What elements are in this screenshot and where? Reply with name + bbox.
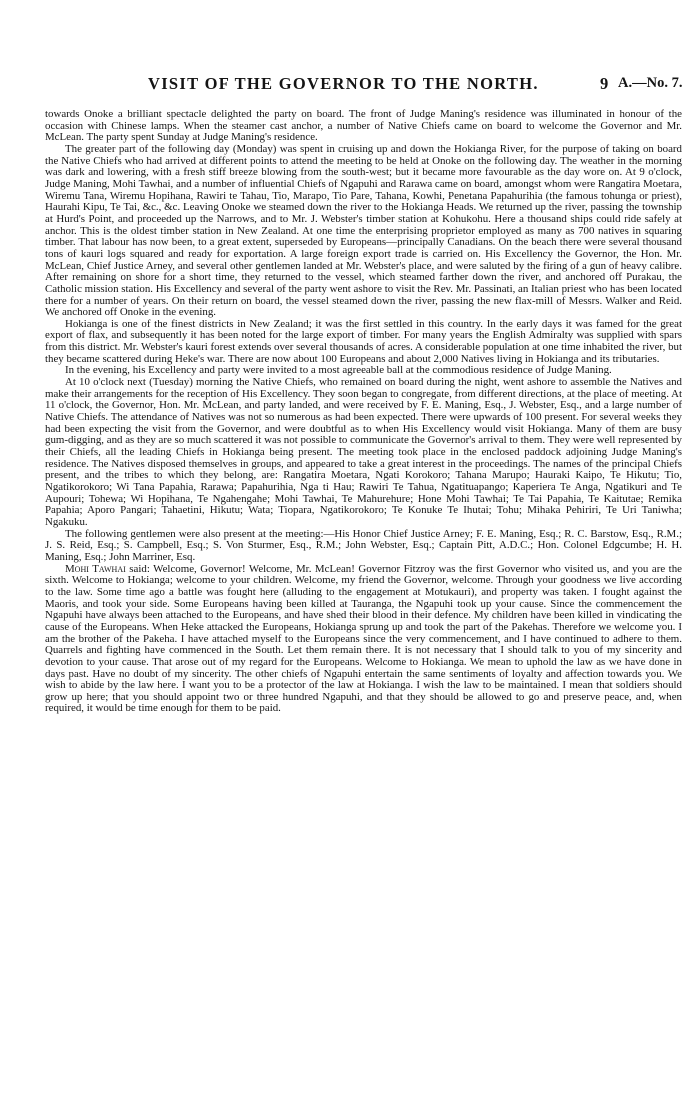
page-header	[0, 74, 700, 98]
speech-text: said: Welcome, Governor! Welcome, Mr. McLean! Governor Fitzroy was the first Governor who visited us, and you are the sixth. Welcome to Hokianga; welcome to your children. Welcome, my friend the Governor, welcome. Through your goodness we live according to the law. Some time ago a battle was fought here (alluding to the engagement at Motukauri), and property was taken. I fought against the Maoris, and took your side. Some Europeans having been killed at Tauranga, the Ngapuhi took up your cause. Since the commencement the Ngapuhi have always been attached to the Europeans, and have shed their blood in their defence. My children have been killed in vindicating the cause of the Europeans. When Heke attacked the Europeans, Hokianga sprung up and took the part of the Pakehas. Therefore we welcome you. I am the brother of the Pakeha. I have attached myself to the Europeans since the very commencement, and I have continued to adhere to them. Quarrels and fighting have commenced in the South. Let them remain there. It is not necessary that I should talk to you of my sincerity and devotion to your cause. That arose out of my regard for the Europeans. Welcome to Hokianga. We mean to uphold the law as we have done in days past. Have no doubt of my sincerity. The other chiefs of Ngapuhi entertain the same sentiments of loyalty and affection towards you. We wish to abide by the law here. I want you to be a protector of the law at Hokianga. I wish the law to be maintained. I mean that soldiers should grow up here; that you should appoint two or three hundred Ngapuhi, and that they should be allowed to go and preserve peace, and, when required, it would be time enough for them to be paid.	[45, 562, 682, 715]
paragraph-gentlemen-present: The following gentlemen were also present at the meeting:—His Honor Chief Justice Arney; F. E. Maning, Esq.; R. C. Barstow, Esq., R.M.; J. S. Reid, Esq.; S. Campbell, Esq.; S. Von Sturmer, Esq., R.M.; John Webster, Esq.; Captain Pitt, A.D.C.; Hon. Colonel Edgcumbe; H. H. Maning, Esq.; John Marriner, Esq.	[45, 527, 682, 563]
paragraph-continuation: towards Onoke a brilliant spectacle delighted the party on board. The front of Judge Maning's residence was illuminated in honour of the occasion with Chinese lamps. When the steamer cast anchor, a number of Native Chiefs came on board to welcome the Governor and Mr. McLean. The party spent Sunday at Judge Maning's residence.	[45, 108, 682, 144]
running-title: VISIT OF THE GOVERNOR TO THE NORTH.	[148, 74, 539, 93]
speaker-name: Mohi Tawhai	[65, 562, 126, 575]
document-reference: A.—No. 7.	[618, 75, 683, 91]
paragraph-monday-cruise: The greater part of the following day (Monday) was spent in cruising up and down the Hokianga River, for the purpose of taking on board the Native Chiefs who had arrived at different points to attend the meeting to be held at Onoke on the following day. The weather in the morning was dark and lowering, with a fresh stiff breeze blowing from the south-west; but it became more favourable as the day wore on. At 9 o'clock, Judge Maning, Mohi Tawhai, and a number of influential Chiefs of Ngapuhi and Rarawa came on board, amongst whom were Rangatira Moetara, Wiremu Tana, Wiremu Hopihana, Rawiri te Tahau, Tio, Marapo, Tio Pare, Tahana, Kowhi, Penetana Papahurihia (the famous tohunga or priest), Haurahi Kipu, Te Tai, &c., &c. Leaving Onoke we steamed down the river to the Hokianga Heads. We returned up the river, passing the township at Hurd's Point, and proceeded up the Narrows, and to Mr. J. Webster's timber station at Kohukohu. Here a thousand ships could ride safely at anchor. This is the oldest timber station in New Zealand. At one time the enterprising proprietor employed as many as 700 natives in squaring timber. That labour has now been, to a great extent, superseded by Europeans—principally Canadians. On the beach there were several thousand tons of kauri logs squared and ready for exportation. A large foreign export trade is carried on. His Excellency the Governor, the Hon. Mr. McLean, Chief Justice Arney, and several other gentlemen landed at Mr. Webster's place, and were saluted by the firing of a gun of heavy calibre. After remaining on shore for a short time, they returned to the vessel, which steamed farther down the river, and anchored off Purakau, the Catholic mission station. His Excellency and several of the party went ashore to visit the Rev. Mr. Passinati, an Italian priest who has been located there for a number of years. On their return on board, the vessel steamed down the river, passing the new flax-mill of Messrs. Walker and Reid. We anchored off Onoke in the evening.	[45, 142, 682, 319]
paragraph-speech	[45, 564, 682, 716]
page-number: 9	[600, 74, 609, 93]
paragraph-evening-ball: In the evening, his Excellency and party were invited to a most agreeable ball at the commodious residence of Judge Maning.	[65, 364, 612, 377]
body-text	[45, 109, 682, 1109]
paragraph-tuesday-meeting: At 10 o'clock next (Tuesday) morning the Native Chiefs, who remained on board during the night, went ashore to assemble the Natives and make their arrangements for the reception of His Excellency. They soon began to congregate, from different directions, at the place of meeting. At 11 o'clock, the Governor, Hon. Mr. McLean, and party landed, and were received by F. E. Maning, Esq., J. Webster, Esq., and a large number of Native Chiefs. The attendance of Natives was not so numerous as had been expected. There were upwards of 100 present. For several weeks they had been expecting the visit from the Governor, and were doubtful as to when His Excellency would visit Hokianga. Many of them are busy gum-digging, and as they are so much scattered it was not possible to communicate the Governor's arrival to them. They were well represented by their Chiefs, all the leading Chiefs in Hokianga being present. The meeting took place in the enclosed paddock adjoining Judge Maning's residence. The Natives disposed themselves in groups, and appeared to take a great interest in the proceedings. The names of the principal Chiefs present, and the tribes to which they belong, are: Rangatira Moetara, Ngati Korokoro; Tahana Marupo; Hauraki Kaipo, Te Hikutu; Tio, Ngatikorokoro; Wi Tana Papahia, Rarawa; Papahurihia, Nga ti Hau; Rawiri Te Tahua, Ngatituapango; Kaperiera Te Anga, Ngatikuri and Te Aupouri; Tohewa; Wi Hopihana, Te Ngahengahe; Mohi Tawhai, Te Mahurehure; Hone Mohi Tawhai; Te Tai Papahia, Te Kaitutae; Remika Papahia; Aporo Pangari; Tahaetini, Hikutu; Wata; Tiopara, Ngatikorokoro; Te Konuke Te Ihutai; Tohu; Mihaka Pehiriri, Te Uri Taniwha; Ngakuku.	[45, 376, 682, 528]
paragraph-hokianga-district: Hokianga is one of the finest districts in New Zealand; it was the first settled in this country. In the early days it was famed for the great export of flax, and subsequently it has been noted for the large export of timber. For many years the English Admiralty was supplied with spars from this district. Mr. Webster's kauri forest extends over several thousands of acres. A considerable population at one time inhabited the river, but they became scattered during Heke's war. There are now about 100 Europeans and about 2,000 Natives living in Hokianga and its tributaries.	[45, 317, 682, 365]
